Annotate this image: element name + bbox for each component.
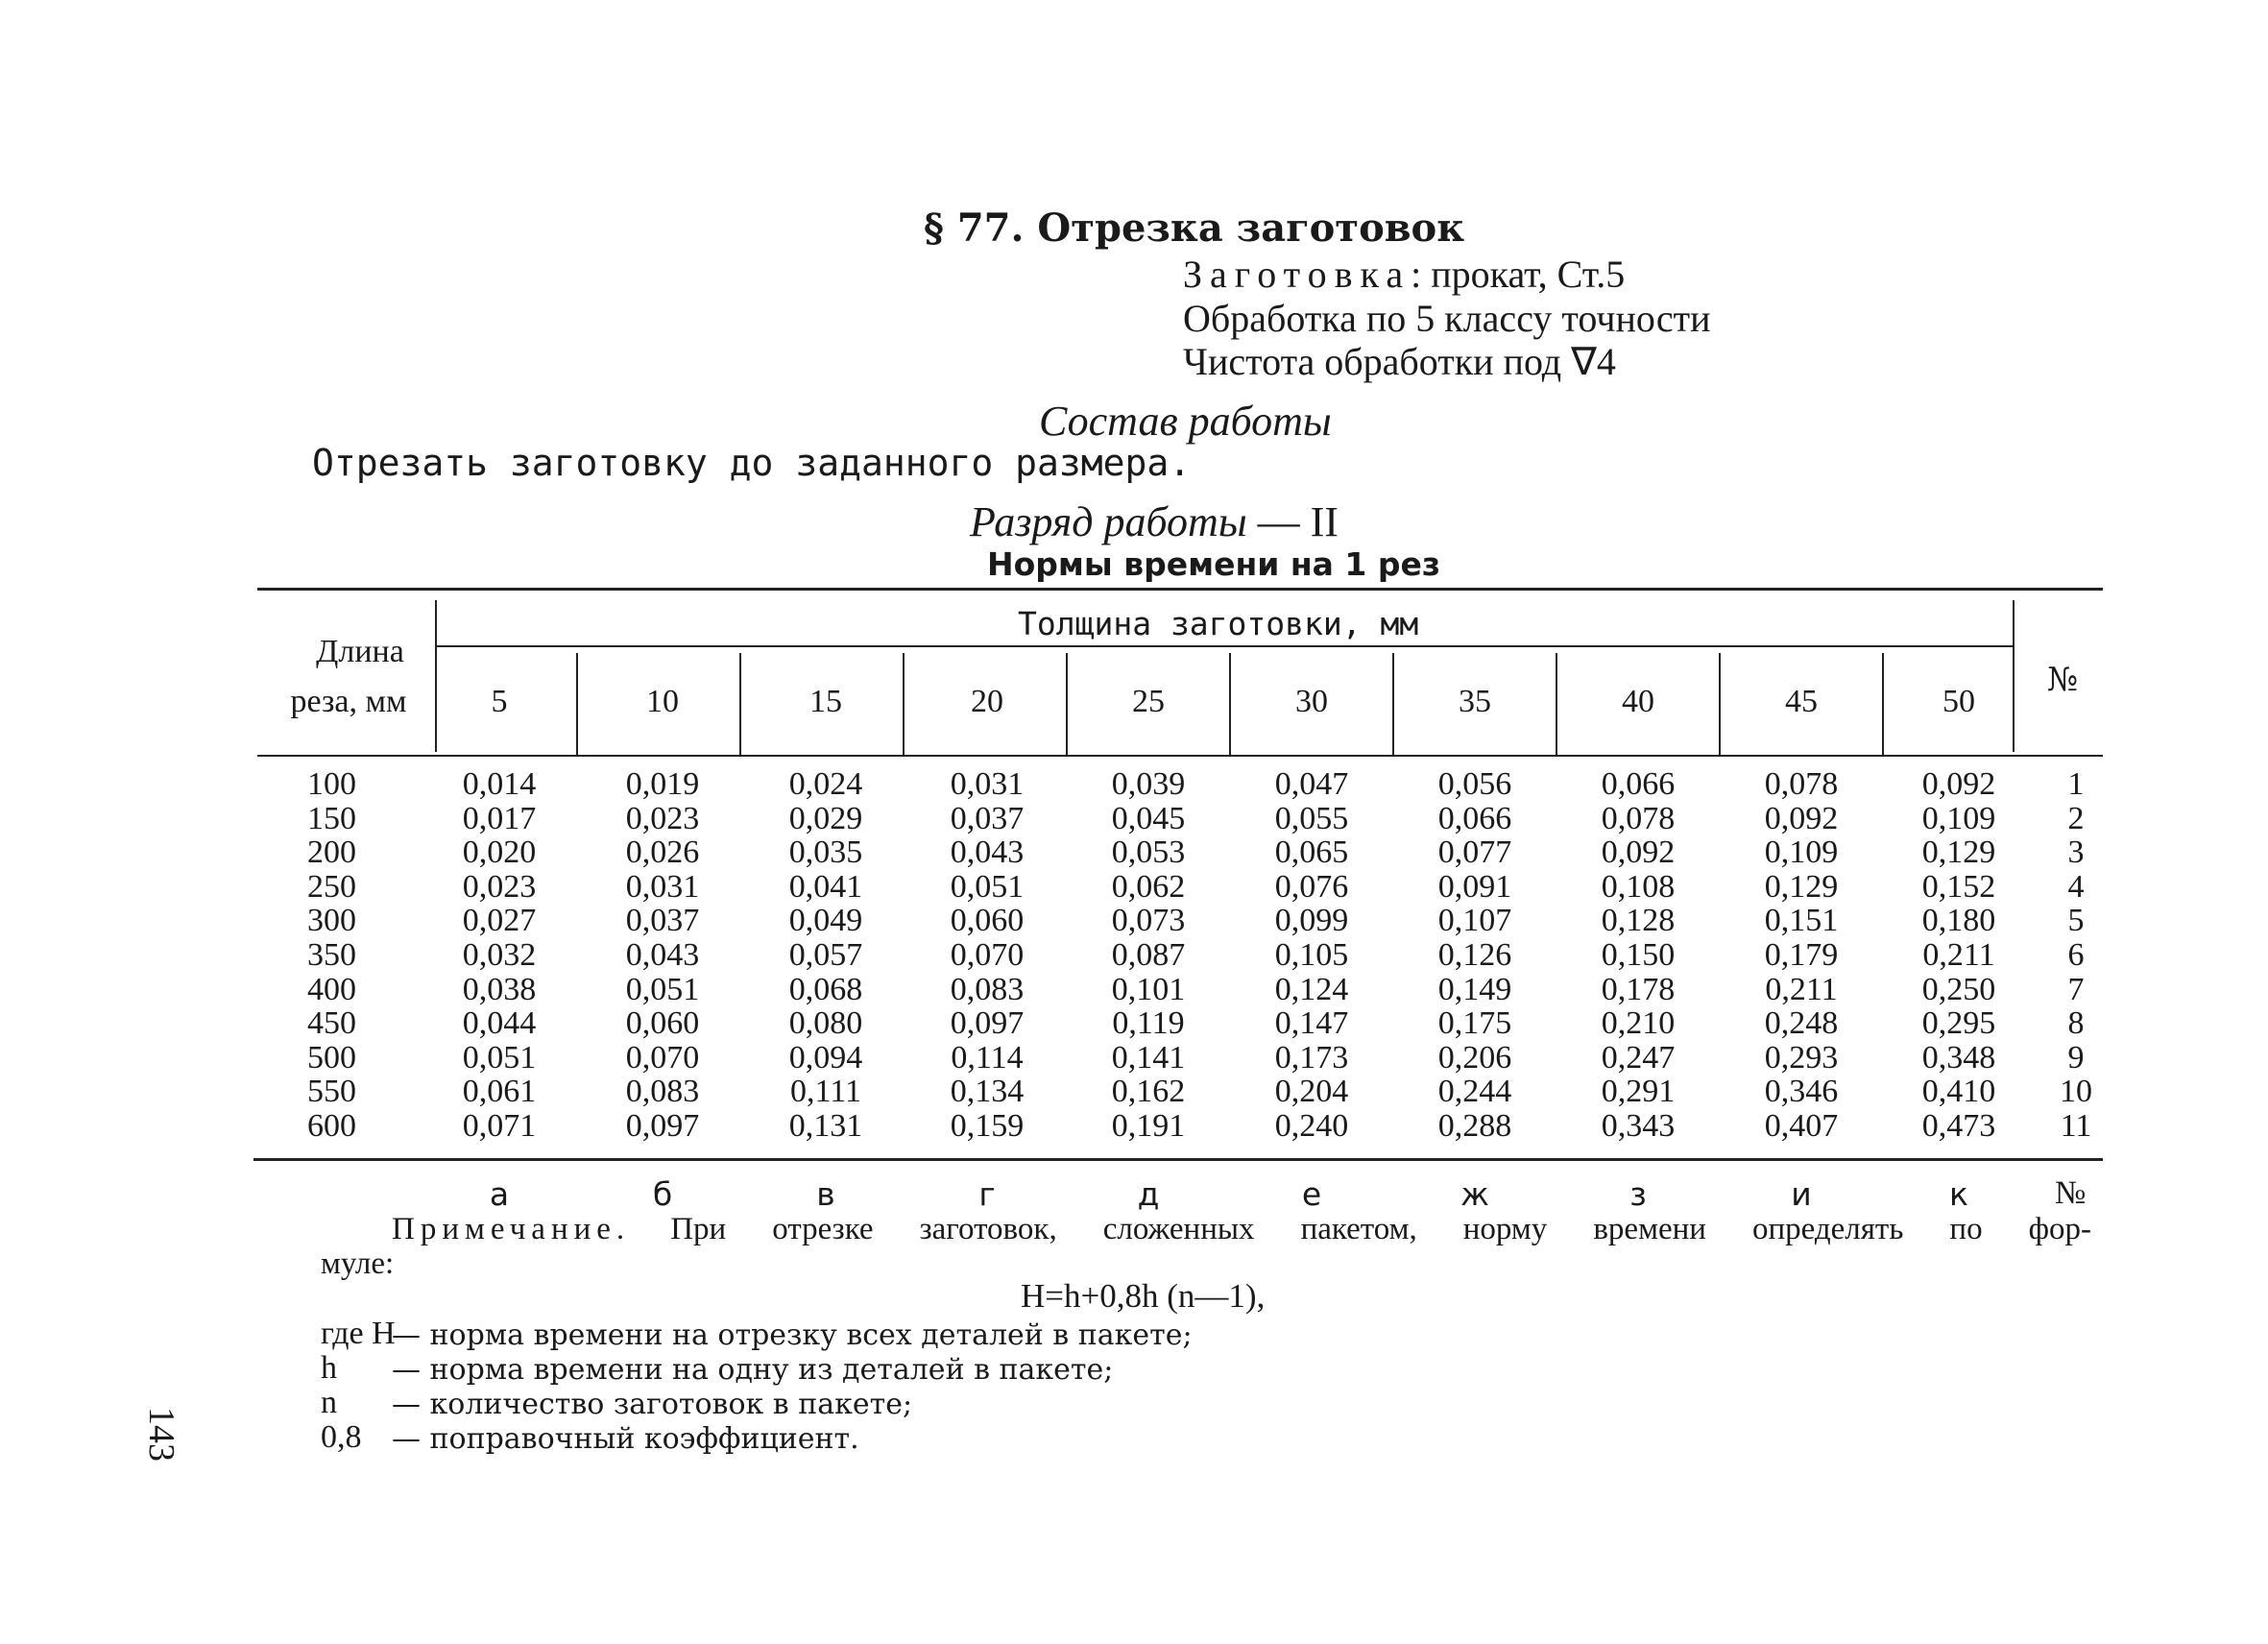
column-divider xyxy=(903,653,905,755)
table-cell: 0,014 xyxy=(462,766,537,802)
definition-text: — количество заготовок в пакете; xyxy=(392,1388,913,1421)
table-cell: 0,141 xyxy=(1111,1039,1186,1076)
table-cell: 0,017 xyxy=(462,800,537,836)
spec-label: Заготовка xyxy=(1183,253,1411,296)
table-cell: 0,109 xyxy=(1921,800,1996,836)
table-cell: 0,024 xyxy=(788,766,863,802)
table-cell: 0,111 xyxy=(790,1074,861,1110)
table-cell: 0,099 xyxy=(1274,903,1349,939)
thickness-label: 30 xyxy=(1295,684,1328,719)
table-cell: 0,107 xyxy=(1437,903,1512,939)
column-divider xyxy=(1882,653,1884,755)
table-cell: 0,073 xyxy=(1111,903,1186,939)
table-cell: 0,162 xyxy=(1111,1074,1186,1110)
thickness-label: 25 xyxy=(1132,684,1165,719)
table-top-rule xyxy=(257,588,2103,591)
row-number: 4 xyxy=(2067,868,2085,905)
table-cell: 0,191 xyxy=(1111,1108,1186,1144)
table-cell: 0,060 xyxy=(950,903,1025,939)
rank-value: II xyxy=(1310,498,1339,545)
header-length-line2: реза, мм xyxy=(290,684,407,719)
table-cell: 0,078 xyxy=(1601,800,1676,836)
table-cell: 0,032 xyxy=(462,937,537,973)
table-cell: 0,076 xyxy=(1274,868,1349,905)
footer-letter: з xyxy=(1629,1175,1647,1213)
definition-symbol: n xyxy=(321,1385,337,1420)
table-title: Нормы времени на 1 рез xyxy=(987,545,1441,583)
rank-dash: — xyxy=(1246,498,1311,545)
table-cell: 0,097 xyxy=(625,1108,700,1144)
note-line-1-text: . При отрезке заготовок, сложенных пакетом, норму времени определять по фор- xyxy=(615,1212,2091,1246)
thickness-label: 35 xyxy=(1459,684,1491,719)
table-cell: 0,026 xyxy=(625,834,700,871)
row-length: 250 xyxy=(307,868,356,905)
header-thickness: Толщина заготовки, мм xyxy=(1018,605,1419,642)
definition-symbol: 0,8 xyxy=(321,1419,362,1455)
table-cell: 0,119 xyxy=(1112,1005,1185,1042)
table-cell: 0,151 xyxy=(1764,903,1839,939)
row-number: 11 xyxy=(2060,1108,2092,1144)
table-cell: 0,062 xyxy=(1111,868,1186,905)
table-cell: 0,105 xyxy=(1274,937,1349,973)
composition-text: Отрезать заготовку до заданного размера. xyxy=(312,442,1192,484)
table-cell: 0,070 xyxy=(625,1039,700,1076)
header-length-line1: Длина xyxy=(316,634,404,669)
table-cell: 0,038 xyxy=(462,971,537,1007)
definition-symbol: h xyxy=(321,1350,337,1386)
definition-text: — поправочный коэффициент. xyxy=(392,1422,859,1456)
table-cell: 0,295 xyxy=(1921,1005,1996,1042)
table-cell: 0,092 xyxy=(1921,766,1996,802)
table-cell: 0,346 xyxy=(1764,1074,1839,1110)
table-cell: 0,060 xyxy=(625,1005,700,1042)
rank-line xyxy=(970,497,1339,546)
row-number: 1 xyxy=(2067,766,2085,802)
table-cell: 0,023 xyxy=(625,800,700,836)
column-divider xyxy=(1229,653,1231,755)
table-cell: 0,348 xyxy=(1921,1039,1996,1076)
table-cell: 0,039 xyxy=(1111,766,1186,802)
table-cell: 0,152 xyxy=(1921,868,1996,905)
table-cell: 0,019 xyxy=(625,766,700,802)
table-cell: 0,410 xyxy=(1921,1074,1996,1110)
table-cell: 0,047 xyxy=(1274,766,1349,802)
thickness-label: 15 xyxy=(809,684,842,719)
thickness-label: 40 xyxy=(1622,684,1654,719)
table-cell: 0,150 xyxy=(1601,937,1676,973)
table-cell: 0,068 xyxy=(788,971,863,1007)
formula: H=h+0,8h (n—1), xyxy=(1021,1277,1266,1315)
row-number: 3 xyxy=(2067,834,2085,871)
table-cell: 0,293 xyxy=(1764,1039,1839,1076)
note-label: Примечание xyxy=(392,1212,616,1246)
table-cell: 0,078 xyxy=(1764,766,1839,802)
row-length: 300 xyxy=(307,903,356,939)
column-divider xyxy=(1556,653,1557,755)
table-cell: 0,083 xyxy=(625,1074,700,1110)
table-cell: 0,097 xyxy=(950,1005,1025,1042)
footer-letter: и xyxy=(1791,1175,1812,1213)
row-length: 150 xyxy=(307,800,356,836)
rank-label: Разряд работы xyxy=(970,498,1247,545)
table-cell: 0,031 xyxy=(625,868,700,905)
table-cell: 0,080 xyxy=(788,1005,863,1042)
table-cell: 0,204 xyxy=(1274,1074,1349,1110)
spec-accuracy: Обработка по 5 классу точности xyxy=(1183,297,1711,340)
footer-letter: б xyxy=(652,1175,673,1213)
table-cell: 0,027 xyxy=(462,903,537,939)
note-line-2: муле: xyxy=(321,1246,395,1281)
table-cell: 0,053 xyxy=(1111,834,1186,871)
row-length: 100 xyxy=(307,766,356,802)
table-cell: 0,149 xyxy=(1437,971,1512,1007)
table-cell: 0,087 xyxy=(1111,937,1186,973)
table-cell: 0,037 xyxy=(625,903,700,939)
row-length: 400 xyxy=(307,971,356,1007)
table-cell: 0,131 xyxy=(788,1108,863,1144)
definition-text: — норма времени на отрезку всех деталей в пакете; xyxy=(392,1318,1193,1352)
column-divider xyxy=(1719,653,1721,755)
table-cell: 0,035 xyxy=(788,834,863,871)
column-divider xyxy=(739,653,741,755)
table-cell: 0,247 xyxy=(1601,1039,1676,1076)
table-cell: 0,056 xyxy=(1437,766,1512,802)
table-cell: 0,147 xyxy=(1274,1005,1349,1042)
table-cell: 0,126 xyxy=(1437,937,1512,973)
table-cell: 0,065 xyxy=(1274,834,1349,871)
row-number: 2 xyxy=(2067,800,2085,836)
row-length: 200 xyxy=(307,834,356,871)
column-divider xyxy=(2013,600,2015,752)
definition-text: — норма времени на одну из деталей в пакете; xyxy=(392,1353,1114,1387)
column-divider xyxy=(576,653,578,755)
table-cell: 0,108 xyxy=(1601,868,1676,905)
note-line-1 xyxy=(392,1212,2091,1247)
composition-heading: Состав работы xyxy=(1039,398,1332,445)
footer-letter: д xyxy=(1137,1175,1160,1213)
footer-letter: к xyxy=(1949,1175,1968,1213)
table-cell: 0,092 xyxy=(1601,834,1676,871)
table-cell: 0,094 xyxy=(788,1039,863,1076)
table-cell: 0,173 xyxy=(1274,1039,1349,1076)
header-bottom-rule xyxy=(257,755,2103,757)
table-cell: 0,041 xyxy=(788,868,863,905)
table-cell: 0,051 xyxy=(462,1039,537,1076)
section-title: § 77. Отрезка заготовок xyxy=(924,206,1465,251)
row-length: 450 xyxy=(307,1005,356,1042)
table-cell: 0,057 xyxy=(788,937,863,973)
thickness-header-rule xyxy=(435,645,2015,647)
table-cell: 0,066 xyxy=(1437,800,1512,836)
table-cell: 0,031 xyxy=(950,766,1025,802)
row-number: 10 xyxy=(2060,1074,2092,1110)
table-cell: 0,473 xyxy=(1921,1108,1996,1144)
thickness-label: 5 xyxy=(491,684,508,719)
table-cell: 0,091 xyxy=(1437,868,1512,905)
table-cell: 0,291 xyxy=(1601,1074,1676,1110)
table-cell: 0,071 xyxy=(462,1108,537,1144)
table-cell: 0,124 xyxy=(1274,971,1349,1007)
table-cell: 0,077 xyxy=(1437,834,1512,871)
row-number: 6 xyxy=(2067,937,2085,973)
table-cell: 0,020 xyxy=(462,834,537,871)
table-cell: 0,129 xyxy=(1921,834,1996,871)
table-cell: 0,407 xyxy=(1764,1108,1839,1144)
column-divider xyxy=(435,600,437,752)
row-number: 5 xyxy=(2067,903,2085,939)
spec-finish: Чистота обработки под ∇4 xyxy=(1183,340,1616,383)
table-cell: 0,159 xyxy=(950,1108,1025,1144)
table-cell: 0,288 xyxy=(1437,1108,1512,1144)
spec-material xyxy=(1183,252,1625,297)
column-divider xyxy=(1392,653,1394,755)
table-cell: 0,109 xyxy=(1764,834,1839,871)
header-row-number: № xyxy=(2047,661,2079,699)
footer-letter: г xyxy=(978,1175,996,1213)
thickness-label: 20 xyxy=(971,684,1003,719)
page-number: 143 xyxy=(141,1407,181,1462)
table-cell: 0,179 xyxy=(1764,937,1839,973)
table-cell: 0,061 xyxy=(462,1074,537,1110)
definition-symbol: где H xyxy=(321,1316,396,1351)
row-number: 8 xyxy=(2067,1005,2085,1042)
row-number: 9 xyxy=(2067,1039,2085,1076)
thickness-label: 50 xyxy=(1942,684,1975,719)
table-cell: 0,051 xyxy=(950,868,1025,905)
table-cell: 0,029 xyxy=(788,800,863,836)
footer-letter: е xyxy=(1301,1175,1322,1213)
table-cell: 0,083 xyxy=(950,971,1025,1007)
table-cell: 0,066 xyxy=(1601,766,1676,802)
footer-letter: ж xyxy=(1460,1175,1489,1213)
thickness-label: 45 xyxy=(1785,684,1818,719)
table-cell: 0,101 xyxy=(1111,971,1186,1007)
table-cell: 0,134 xyxy=(950,1074,1025,1110)
table-cell: 0,128 xyxy=(1601,903,1676,939)
column-divider xyxy=(1066,653,1068,755)
thickness-label: 10 xyxy=(646,684,679,719)
table-cell: 0,211 xyxy=(1765,971,1838,1007)
row-length: 550 xyxy=(307,1074,356,1110)
table-cell: 0,114 xyxy=(951,1039,1024,1076)
table-bottom-rule xyxy=(253,1158,2103,1161)
table-cell: 0,049 xyxy=(788,903,863,939)
table-cell: 0,044 xyxy=(462,1005,537,1042)
footer-letter: а xyxy=(489,1175,510,1213)
row-number: 7 xyxy=(2067,971,2085,1007)
table-cell: 0,043 xyxy=(625,937,700,973)
row-length: 350 xyxy=(307,937,356,973)
table-cell: 0,180 xyxy=(1921,903,1996,939)
table-cell: 0,210 xyxy=(1601,1005,1676,1042)
table-cell: 0,092 xyxy=(1764,800,1839,836)
table-cell: 0,045 xyxy=(1111,800,1186,836)
table-cell: 0,206 xyxy=(1437,1039,1512,1076)
table-cell: 0,043 xyxy=(950,834,1025,871)
table-cell: 0,211 xyxy=(1922,937,1995,973)
footer-letter: в xyxy=(816,1175,835,1213)
table-cell: 0,070 xyxy=(950,937,1025,973)
table-cell: 0,023 xyxy=(462,868,537,905)
table-cell: 0,051 xyxy=(625,971,700,1007)
row-length: 500 xyxy=(307,1039,356,1076)
table-cell: 0,178 xyxy=(1601,971,1676,1007)
table-cell: 0,175 xyxy=(1437,1005,1512,1042)
table-cell: 0,343 xyxy=(1601,1108,1676,1144)
table-cell: 0,240 xyxy=(1274,1108,1349,1144)
row-length: 600 xyxy=(307,1108,356,1144)
spec-material-value: : прокат, Ст.5 xyxy=(1411,253,1626,296)
table-cell: 0,129 xyxy=(1764,868,1839,905)
footer-row-number: № xyxy=(2055,1175,2087,1211)
table-cell: 0,244 xyxy=(1437,1074,1512,1110)
table-cell: 0,250 xyxy=(1921,971,1996,1007)
table-cell: 0,248 xyxy=(1764,1005,1839,1042)
table-cell: 0,055 xyxy=(1274,800,1349,836)
table-cell: 0,037 xyxy=(950,800,1025,836)
